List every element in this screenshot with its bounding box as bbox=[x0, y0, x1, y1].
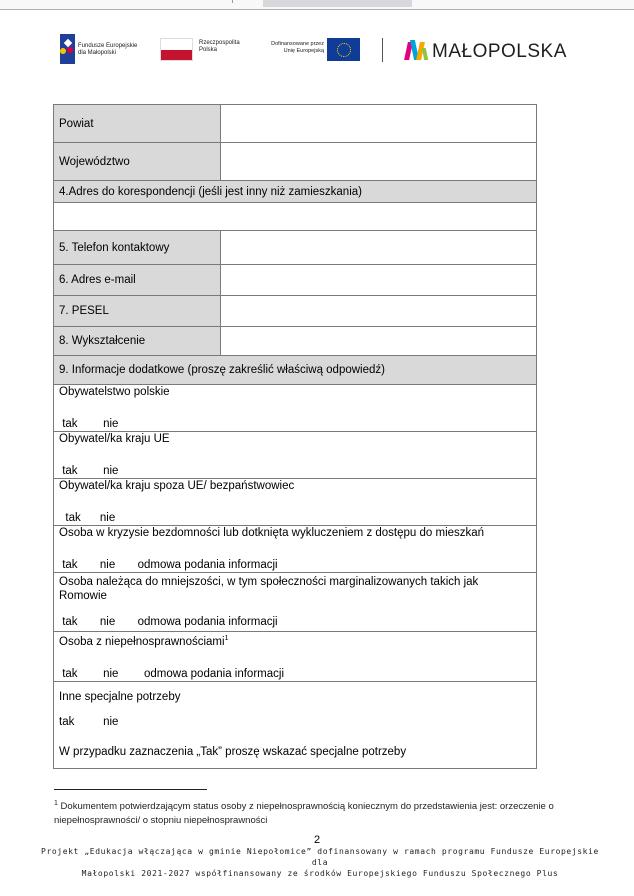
logo-header bbox=[0, 30, 634, 70]
row-powiat bbox=[54, 105, 537, 143]
question-obywatel-ue[interactable] bbox=[54, 432, 537, 479]
row-wojewodztwo bbox=[54, 143, 537, 181]
malopolska-logo-text: MAŁOPOLSKA bbox=[432, 41, 567, 62]
question-label: Obywatelstwo polskie bbox=[59, 386, 170, 398]
logo-divider bbox=[382, 38, 383, 62]
input-email[interactable] bbox=[221, 265, 537, 296]
question-row bbox=[54, 432, 537, 479]
footnote-ref[interactable]: 1 bbox=[224, 635, 229, 642]
question-options[interactable]: tak nie bbox=[59, 465, 119, 477]
input-adres-korespondencji[interactable] bbox=[54, 203, 537, 231]
header-informacje-dodatkowe: 9. Informacje dodatkowe (proszę zakreślić właściwą odpowiedź) bbox=[54, 356, 537, 385]
question-label: Osoba należąca do mniejszości, w tym społeczności marginalizowanych takich jak Romowie bbox=[59, 576, 479, 602]
viewer-toolbar bbox=[0, 0, 634, 10]
page-footer bbox=[40, 846, 600, 879]
polish-flag-icon bbox=[160, 38, 193, 61]
question-niepelnosprawnosc[interactable] bbox=[54, 632, 537, 682]
fundusze-europejskie-logo-icon bbox=[60, 34, 75, 64]
page-number: 2 bbox=[313, 834, 321, 846]
question-bezdomnosc[interactable] bbox=[54, 526, 537, 573]
question-label: Osoba w kryzysie bezdomności lub dotknięta wykluczeniem z dostępu do mieszkań bbox=[59, 527, 485, 539]
question-options[interactable]: tak nie odmowa podania informacji bbox=[59, 667, 284, 680]
label-wyksztalcenie: 8. Wykształcenie bbox=[54, 327, 221, 356]
row-adres-input bbox=[54, 203, 537, 231]
toolbar-tab[interactable] bbox=[263, 0, 412, 7]
input-telefon[interactable] bbox=[221, 231, 537, 265]
question-options[interactable]: tak nie bbox=[59, 512, 116, 524]
footnote-mark: 1 bbox=[54, 800, 58, 807]
footnote bbox=[54, 797, 584, 828]
footnote-separator bbox=[54, 789, 207, 790]
ue-line2: Unię Europejską bbox=[283, 48, 324, 54]
header-adres-korespondencji: 4.Adres do korespondencji (jeśli jest inny niż zamieszkania) bbox=[54, 181, 537, 203]
question-row bbox=[54, 573, 537, 632]
label-telefon: 5. Telefon kontaktowy bbox=[54, 231, 221, 265]
input-pesel[interactable] bbox=[221, 296, 537, 327]
footer-line1: Projekt „Edukacja włączająca w gminie Niepołomice” dofinansowany w ramach programu Fundusze Europejskie dla bbox=[41, 847, 599, 867]
input-wyksztalcenie[interactable] bbox=[221, 327, 537, 356]
question-row bbox=[54, 681, 537, 768]
eu-flag-icon bbox=[327, 38, 360, 61]
row-informacje-header bbox=[54, 356, 537, 385]
question-inne-potrzeby[interactable] bbox=[54, 681, 537, 768]
ue-line1: Dofinansowane przez bbox=[271, 41, 324, 47]
rp-line2: Polska bbox=[199, 47, 218, 53]
input-powiat[interactable] bbox=[221, 105, 537, 143]
question-obywatel-spoza-ue[interactable] bbox=[54, 479, 537, 526]
question-label: Obywatel/ka kraju spoza UE/ bezpaństwowiec bbox=[59, 480, 295, 492]
question-options[interactable]: tak nie bbox=[59, 418, 119, 430]
rp-logo-text bbox=[199, 40, 240, 54]
label-wojewodztwo: Województwo bbox=[54, 143, 221, 181]
row-telefon bbox=[54, 231, 537, 265]
question-obywatelstwo-polskie[interactable] bbox=[54, 385, 537, 432]
label-email: 6. Adres e-mail bbox=[54, 265, 221, 296]
ue-logo-text bbox=[258, 41, 324, 55]
question-options[interactable]: tak nie bbox=[59, 716, 119, 729]
form-table bbox=[53, 104, 537, 769]
label-powiat: Powiat bbox=[54, 105, 221, 143]
question-mniejszosc[interactable] bbox=[54, 573, 537, 632]
row-adres-header bbox=[54, 181, 537, 203]
row-wyksztalcenie bbox=[54, 327, 537, 356]
toolbar-divider bbox=[232, 0, 233, 3]
question-label: Osoba z niepełnosprawnościami$^1$ bbox=[59, 635, 229, 648]
question-row bbox=[54, 526, 537, 573]
footnote-text: Dokumentem potwierdzającym status osoby z niepełnosprawnością koniecznym do przedstawienia jest: orzeczenie o niepełnosprawności/ o stopniu niepełnosprawności bbox=[54, 801, 554, 827]
question-label: Inne specjalne potrzeby bbox=[59, 691, 181, 704]
question-options[interactable]: tak nie odmowa podania informacji bbox=[59, 559, 278, 571]
footer-line2: Małopolski 2021-2027 współfinansowany ze środków Europejskiego Funduszu Społecznego Plus bbox=[81, 869, 559, 878]
question-label: Obywatel/ka kraju UE bbox=[59, 433, 170, 445]
row-email bbox=[54, 265, 537, 296]
question-options[interactable]: tak nie odmowa podania informacji bbox=[59, 616, 278, 628]
label-pesel: 7. PESEL bbox=[54, 296, 221, 327]
fe-line1: Fundusze Europejskie bbox=[78, 43, 138, 49]
special-needs-note: W przypadku zaznaczenia „Tak” proszę wskazać specjalne potrzeby bbox=[59, 746, 407, 759]
rp-line1: Rzeczpospolita bbox=[199, 40, 240, 46]
question-row bbox=[54, 479, 537, 526]
fe-logo-text bbox=[78, 43, 137, 57]
question-row bbox=[54, 632, 537, 682]
row-pesel bbox=[54, 296, 537, 327]
question-row bbox=[54, 385, 537, 432]
input-wojewodztwo[interactable] bbox=[221, 143, 537, 181]
fe-line2: dla Małopolski bbox=[78, 50, 117, 56]
malopolska-logo-icon bbox=[406, 40, 428, 60]
